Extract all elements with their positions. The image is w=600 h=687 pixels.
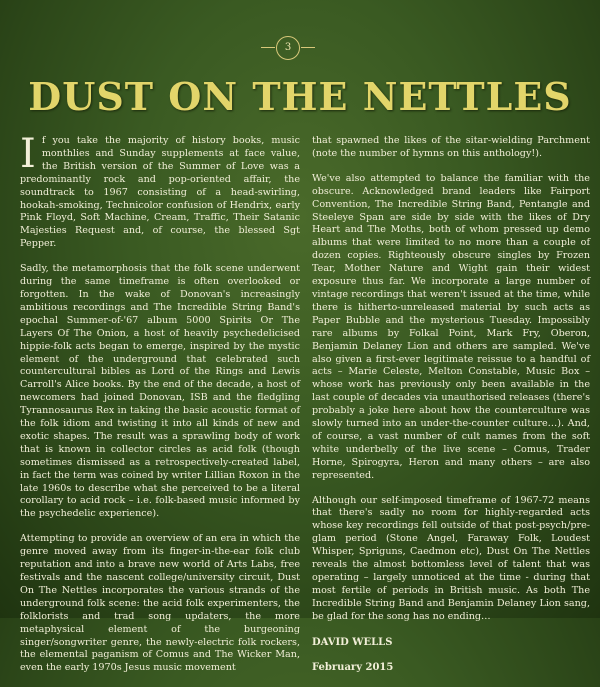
page-number: 3 [276, 36, 300, 60]
paragraph-5: We've also attempted to balance the familiar with the obscure. Acknowledged brand leaders like Fairport Convention, The Incredible String Band, Pentangle and Steeleye Span are side by side with the likes of Dry Heart and The Moths, both of whom pressed up demo albums that were limited to no more than a couple of dozen copies. Righteously obscure singles by Frozen Tear, Mother Nature and Wight gain their widest exposure thus far. We incorporate a large number of vintage recordings that weren't issued at the time, while there is hitherto-unreleased material by such acts as Paper Bubble and the mysterious Tuesday. Impossibly rare albums by Folkal Point, Mark Fry, Oberon, Benjamin Delaney Lion and others are sampled. We've also given a first-ever legitimate reissue to a handful of acts – Marie Celeste, Melton Constable, Music Box – whose work has previously only been available in the last couple of decades via unauthorised releases (there's probably a joke here about how the counterculture was slowly turned into an under-the-counter culture…). And, of course, a vast number of cult names from the soft white underbelly of the live scene – Comus, Trader Horne, Spirogyra, Heron and many others – are also represented. [312, 172, 590, 481]
paragraph-1 [20, 131, 300, 251]
drop-cap: I [20, 131, 36, 177]
paragraph-3: Attempting to provide an overview of an era in which the genre moved away from its finger-in-the-ear folk club reputation and into a brave new world of Arts Labs, free festivals and the nascent college/university circuit, Dust On The Nettles incorporates the various strands of the underground folk scene: the acid folk experimenters, the folklorists and trad song updaters, the more metaphysical element of the burgeoning singer/songwriter genre, the newly-electric folk rockers, the elemental paganism of Comus and The Wicker Man, even the early 1970s Jesus music movement [20, 533, 300, 674]
author-name: DAVID WELLS [312, 636, 393, 648]
paragraph-4: that spawned the likes of the sitar-wielding Parchment (note the number of hymns on this anthology!). [312, 135, 590, 159]
paragraph-1-text: f you take the majority of history books, music monthlies and Sunday supplements at face value, the British version of the Summer of Love was a predominantly rock and pop-oriented affair, the soundtrack to 1967 consisting of a head-swirling, hookah-smoking, Technicolor confusion of Hendrix, early Pink Floyd, Soft Machine, Cream, Traffic, Their Satanic Majesties Request and, of course, the blessed Sgt Pepper. [20, 135, 300, 250]
paragraph-6: Although our self-imposed timeframe of 1967-72 means that there's sadly no room for highly-regarded acts whose key recordings fell outside of that post-psych/pre-glam period (Stone Angel, Faraway Folk, Loudest Whisper, Spriguns, Caedmon etc), Dust On The Nettles reveals the almost bottomless level of talent that was operating – largely unnoticed at the time - during that most fertile of periods in British music. As both The Incredible String Band and Benjamin Delaney Lion sang, be glad for the song has no ending… [312, 494, 590, 622]
publication-date: February 2015 [312, 661, 394, 673]
paragraph-2: Sadly, the metamorphosis that the folk scene underwent during the same timeframe is often overlooked or forgotten. In the wake of Donovan's increasingly ambitious recordings and The Incredible String Band's epochal Summer-of-'67 album 5000 Spirits Or The Layers Of The Onion, a host of heavily psychedelicised hippie-folk acts began to emerge, inspired by the mystic element of the underground that celebrated such countercultural bibles as Lord of the Rings and Lewis Carroll's Alice books. By the end of the decade, a host of newcomers had joined Donovan, ISB and the fledgling Tyrannosaurus Rex in taking the basic acoustic format of the folk idiom and twisting it into all kinds of new and exotic shapes. The result was a sprawling body of work that is known in collector circles as acid folk (though sometimes dismissed as a retrospectively-created label, in fact the term was coined by writer Lillian Roxon in the late 1960s to describe what she perceived to be a literal corollary to acid rock – i.e. folk-based music informed by the psychedelic experience). [20, 263, 300, 520]
left-column [20, 131, 300, 687]
right-column [312, 135, 590, 686]
page-title: DUST ON THE NETTLES [28, 74, 572, 119]
